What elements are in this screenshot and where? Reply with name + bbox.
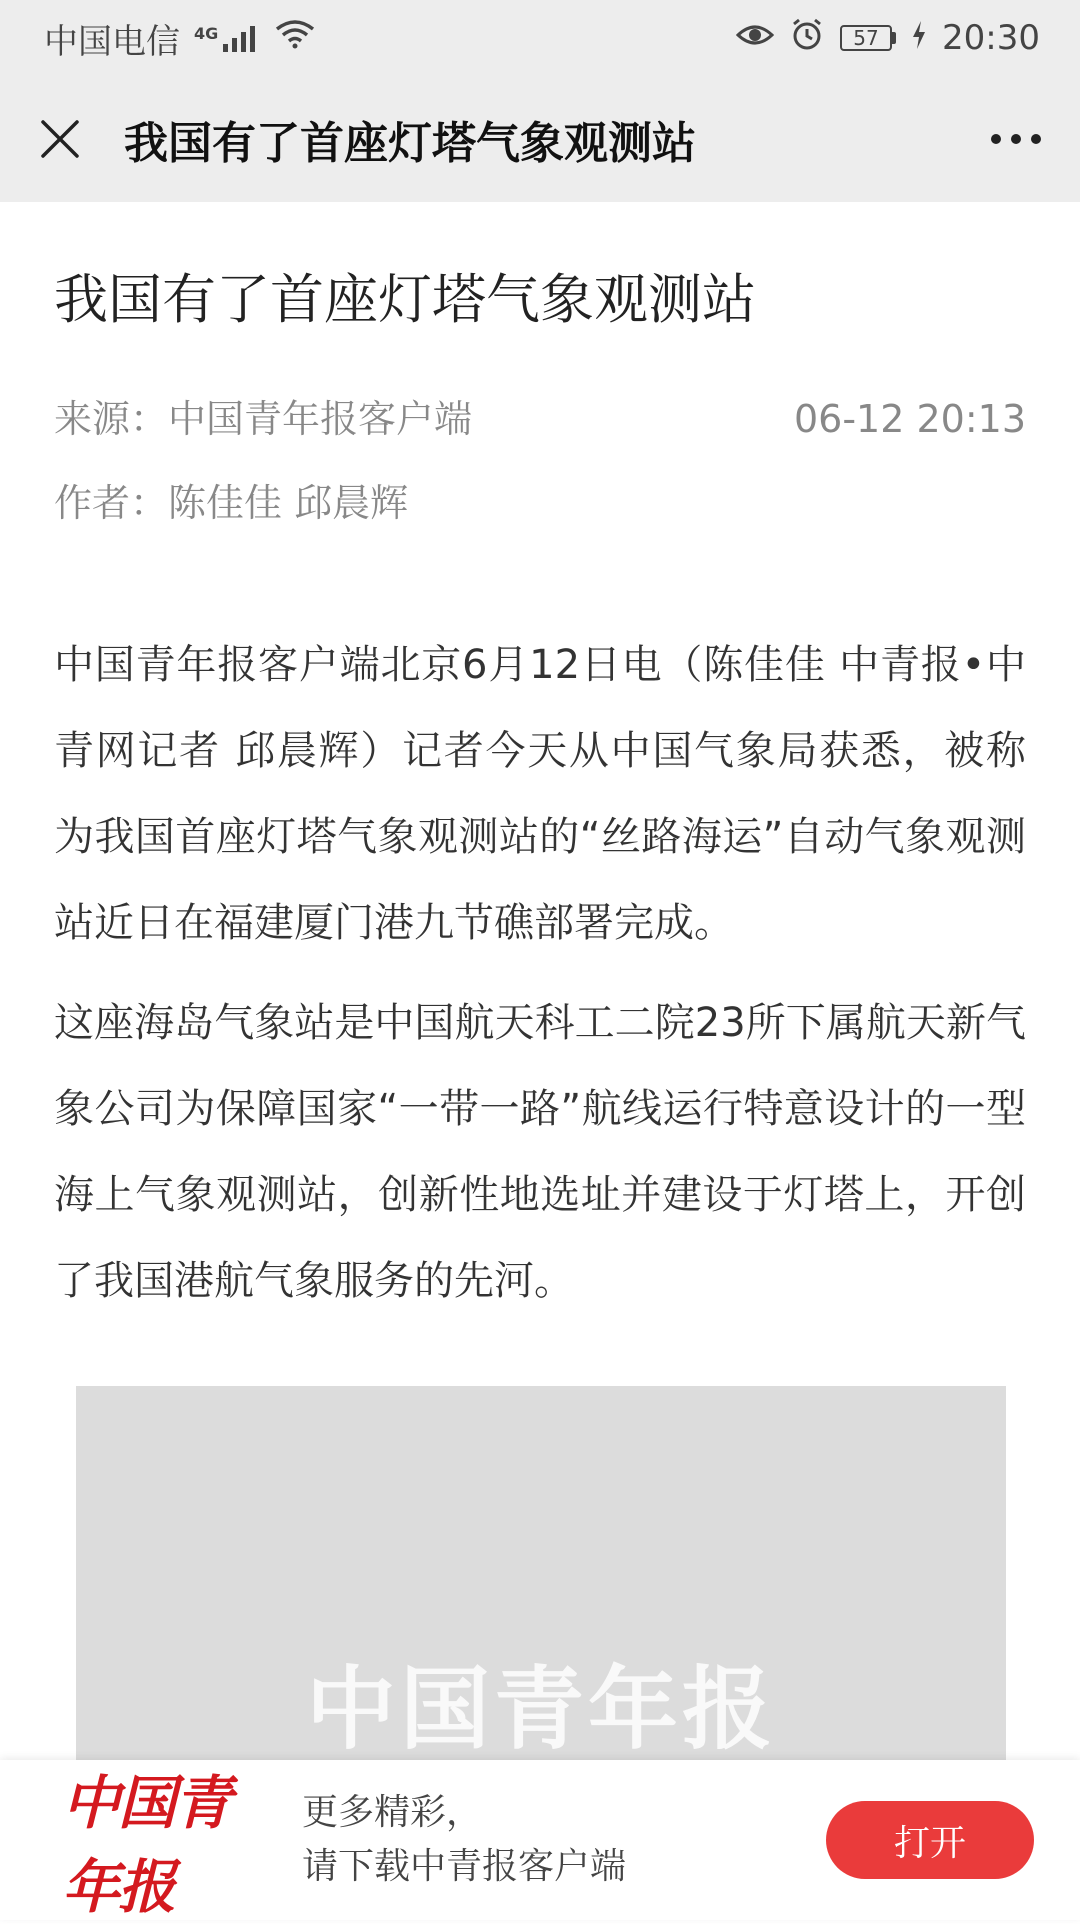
clock-time: 20:30 [942, 18, 1040, 58]
wifi-icon [275, 18, 315, 58]
close-button[interactable] [34, 113, 86, 165]
brand-logo: 中国青年报 [62, 1769, 231, 1921]
article-title: 我国有了首座灯塔气象观测站 [54, 268, 756, 331]
article-image[interactable] [76, 1386, 1006, 1760]
promo-text [302, 1786, 826, 1894]
battery-icon [840, 25, 896, 51]
status-left [44, 14, 315, 63]
promo-line-1: 更多精彩， [302, 1792, 483, 1833]
more-button[interactable] [986, 113, 1046, 165]
charging-icon [912, 18, 926, 58]
article-paragraph: 这座海岛气象站是中国航天科工二院23所下属航天新气象公司为保障国家“一带一路”航线运行特意设计的一型海上气象观测站，创新性地选址并建设于灯塔上，开创了我国港航气象服务的先河。 [54, 1000, 1026, 1304]
image-watermark: 中国青年报 [306, 1656, 776, 1760]
carrier-label: 中国电信 [44, 21, 180, 62]
open-app-button[interactable]: 打开 [826, 1801, 1034, 1879]
download-banner [0, 1760, 1080, 1920]
status-bar [0, 0, 1080, 76]
article-meta [54, 392, 1026, 446]
battery-level: 57 [840, 25, 892, 51]
article [54, 202, 1026, 1324]
network-type-label: 4G [194, 24, 219, 43]
eye-icon [736, 18, 774, 58]
signal-icon [194, 24, 261, 52]
article-source: 来源：中国青年报客户端 [54, 397, 473, 441]
status-right [736, 17, 1040, 60]
promo-line-2: 请下载中青报客户端 [302, 1846, 627, 1887]
page-title: 我国有了首座灯塔气象观测站 [124, 118, 696, 169]
alarm-icon [790, 17, 824, 60]
article-author: 作者：陈佳佳 邱晨辉 [54, 481, 409, 525]
article-paragraph: 中国青年报客户端北京6月12日电（陈佳佳 中青报•中青网记者 邱晨辉）记者今天从中国气象局获悉，被称为我国首座灯塔气象观测站的“丝路海运”自动气象观测站近日在福建厦门港九节礁部署完成。 [54, 642, 1026, 946]
title-bar [0, 76, 1080, 202]
close-icon [40, 119, 80, 159]
article-datetime: 06-12 20:13 [793, 397, 1026, 441]
more-icon [990, 133, 1042, 145]
